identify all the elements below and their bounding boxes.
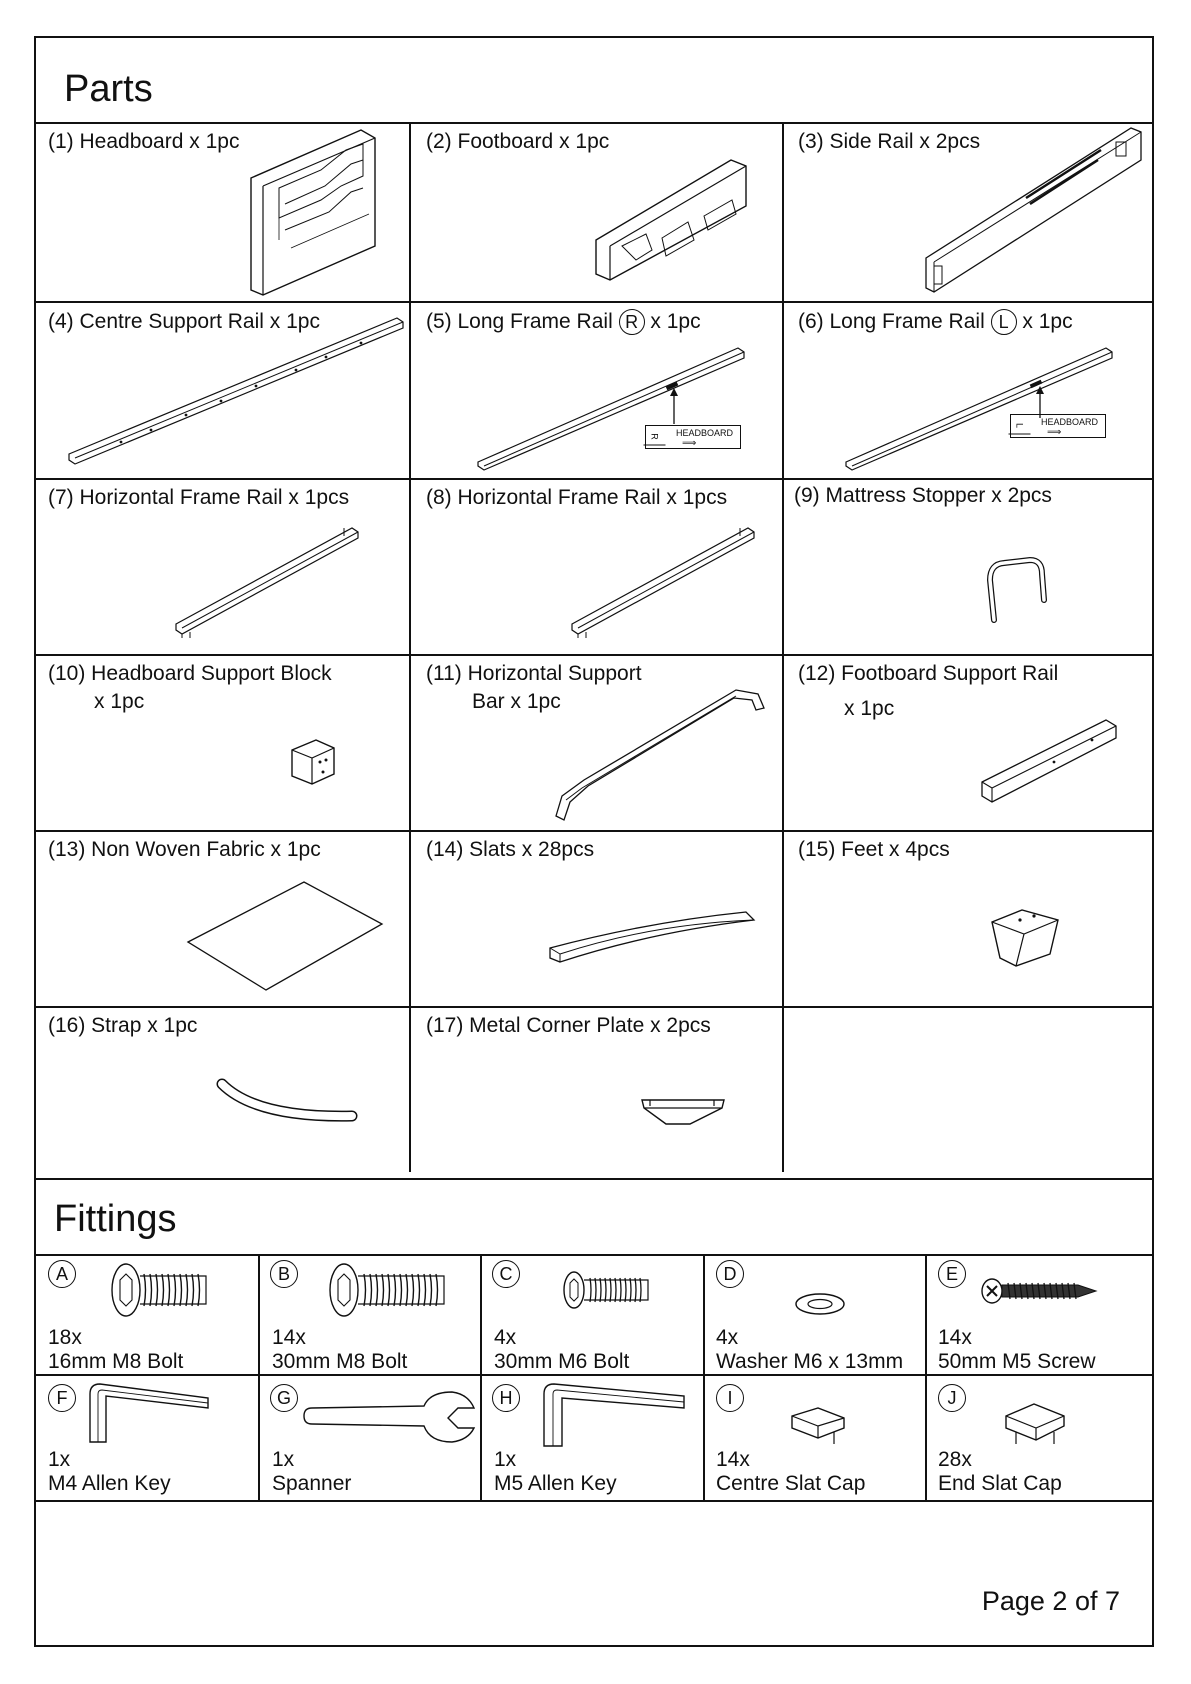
centre-support-rail-icon — [61, 314, 406, 464]
divider — [36, 1178, 1152, 1180]
fitting-letter: B — [270, 1260, 298, 1288]
fitting-qty: 4x — [494, 1326, 517, 1349]
long-frame-rail-r-icon — [476, 346, 746, 470]
allen-key-icon — [84, 1380, 214, 1446]
footboard-icon — [596, 160, 756, 280]
part-label: (7) Horizontal Frame Rail x 1pcs — [48, 486, 350, 509]
footboard-support-rail-icon — [980, 718, 1120, 804]
fitting-qty: 28x — [938, 1448, 972, 1471]
slat-cap-icon — [1002, 1400, 1068, 1450]
part-label: (12) Footboard Support Rail — [798, 662, 1059, 685]
allen-key-icon — [538, 1380, 688, 1450]
fitting-letter: E — [938, 1260, 966, 1288]
fitting-letter: I — [716, 1384, 744, 1412]
part-label: (15) Feet x 4pcs — [798, 838, 950, 861]
parts-heading: Parts — [64, 68, 153, 110]
fitting-letter: J — [938, 1384, 966, 1412]
fitting-letter: F — [48, 1384, 76, 1412]
divider — [36, 301, 1152, 303]
divider — [36, 1254, 1152, 1256]
fitting-name: 16mm M8 Bolt — [48, 1350, 184, 1373]
bolt-icon — [562, 1270, 652, 1310]
tag-text: HEADBOARD — [676, 428, 734, 438]
slat-icon — [548, 910, 758, 968]
part-label-text: x 1pc — [650, 310, 701, 333]
fittings-heading: Fittings — [54, 1198, 177, 1240]
part-label — [798, 308, 1073, 336]
part-label: (11) Horizontal Support — [426, 662, 642, 685]
foot-icon — [990, 908, 1062, 970]
fitting-qty: 14x — [938, 1326, 972, 1349]
slat-cap-icon — [788, 1404, 848, 1448]
divider — [36, 654, 1152, 656]
divider — [703, 1254, 705, 1500]
support-bar-icon — [554, 686, 774, 826]
arrow-icon: ⟹ — [1047, 427, 1062, 438]
part-label: (9) Mattress Stopper x 2pcs — [794, 484, 1052, 507]
fitting-letter: D — [716, 1260, 744, 1288]
tag-text: HEADBOARD — [1041, 417, 1099, 427]
fitting-qty: 14x — [272, 1326, 306, 1349]
part-label — [426, 308, 701, 336]
corner-plate-icon — [640, 1096, 730, 1128]
fitting-name: Washer M6 x 13mm — [716, 1350, 904, 1373]
divider — [36, 1374, 1152, 1376]
part-label: (8) Horizontal Frame Rail x 1pcs — [426, 486, 728, 509]
bolt-icon — [328, 1262, 448, 1318]
fitting-name: M5 Allen Key — [494, 1472, 617, 1495]
fitting-letter: G — [270, 1384, 298, 1412]
fitting-qty: 1x — [272, 1448, 295, 1471]
part-label: Bar x 1pc — [472, 690, 561, 713]
washer-icon — [794, 1292, 846, 1316]
fitting-qty: 14x — [716, 1448, 750, 1471]
arrow-icon: ⟹ — [682, 438, 697, 449]
fitting-name: M4 Allen Key — [48, 1472, 171, 1495]
divider — [258, 1254, 260, 1500]
part-label: (1) Headboard x 1pc — [48, 130, 240, 153]
fitting-name: Centre Slat Cap — [716, 1472, 866, 1495]
fitting-name: End Slat Cap — [938, 1472, 1062, 1495]
part-label: (16) Strap x 1pc — [48, 1014, 198, 1037]
fitting-letter: H — [492, 1384, 520, 1412]
fabric-icon — [186, 880, 386, 994]
part-label: (4) Centre Support Rail x 1pc — [48, 310, 320, 333]
fitting-qty: 4x — [716, 1326, 739, 1349]
part-label: x 1pc — [844, 697, 895, 720]
part-label-text: (5) Long Frame Rail — [426, 310, 613, 333]
headboard-tag — [1010, 414, 1106, 438]
part-label: (13) Non Woven Fabric x 1pc — [48, 838, 321, 861]
divider — [409, 122, 411, 1172]
fitting-qty: 1x — [494, 1448, 517, 1471]
fitting-name: 50mm M5 Screw — [938, 1350, 1096, 1373]
divider — [36, 1006, 1152, 1008]
part-label: (2) Footboard x 1pc — [426, 130, 610, 153]
fitting-name: 30mm M8 Bolt — [272, 1350, 408, 1373]
tag-letter: R — [644, 429, 666, 446]
divider — [36, 1500, 1152, 1502]
mattress-stopper-icon — [986, 558, 1048, 624]
part-label: (14) Slats x 28pcs — [426, 838, 595, 861]
circled-letter: R — [619, 309, 645, 335]
part-label: (3) Side Rail x 2pcs — [798, 130, 981, 153]
divider — [36, 478, 1152, 480]
page-number: Page 2 of 7 — [981, 1586, 1120, 1616]
tag-letter: L — [1009, 418, 1031, 435]
support-block-icon — [290, 738, 338, 786]
circled-letter: L — [991, 309, 1017, 335]
fitting-name: Spanner — [272, 1472, 352, 1495]
fitting-qty: 18x — [48, 1326, 82, 1349]
headboard-tag — [645, 425, 741, 449]
part-label: x 1pc — [94, 690, 145, 713]
part-label: (17) Metal Corner Plate x 2pcs — [426, 1014, 711, 1037]
fitting-qty: 1x — [48, 1448, 71, 1471]
horizontal-frame-rail-icon — [568, 524, 758, 638]
fitting-letter: A — [48, 1260, 76, 1288]
part-label: (10) Headboard Support Block — [48, 662, 332, 685]
part-label-text: (6) Long Frame Rail — [798, 310, 985, 333]
headboard-icon — [251, 130, 381, 295]
long-frame-rail-l-icon — [844, 346, 1114, 470]
divider — [782, 122, 784, 1172]
screw-icon — [980, 1276, 1100, 1306]
spanner-icon — [302, 1388, 478, 1444]
divider — [36, 830, 1152, 832]
divider — [480, 1254, 482, 1500]
page-frame — [34, 36, 1154, 1647]
fitting-name: 30mm M6 Bolt — [494, 1350, 630, 1373]
strap-icon — [216, 1078, 366, 1128]
divider — [925, 1254, 927, 1500]
part-label-text: x 1pc — [1022, 310, 1073, 333]
fitting-letter: C — [492, 1260, 520, 1288]
bolt-icon — [110, 1262, 210, 1318]
horizontal-frame-rail-icon — [172, 524, 362, 638]
side-rail-icon — [926, 126, 1146, 294]
divider — [36, 122, 1152, 124]
